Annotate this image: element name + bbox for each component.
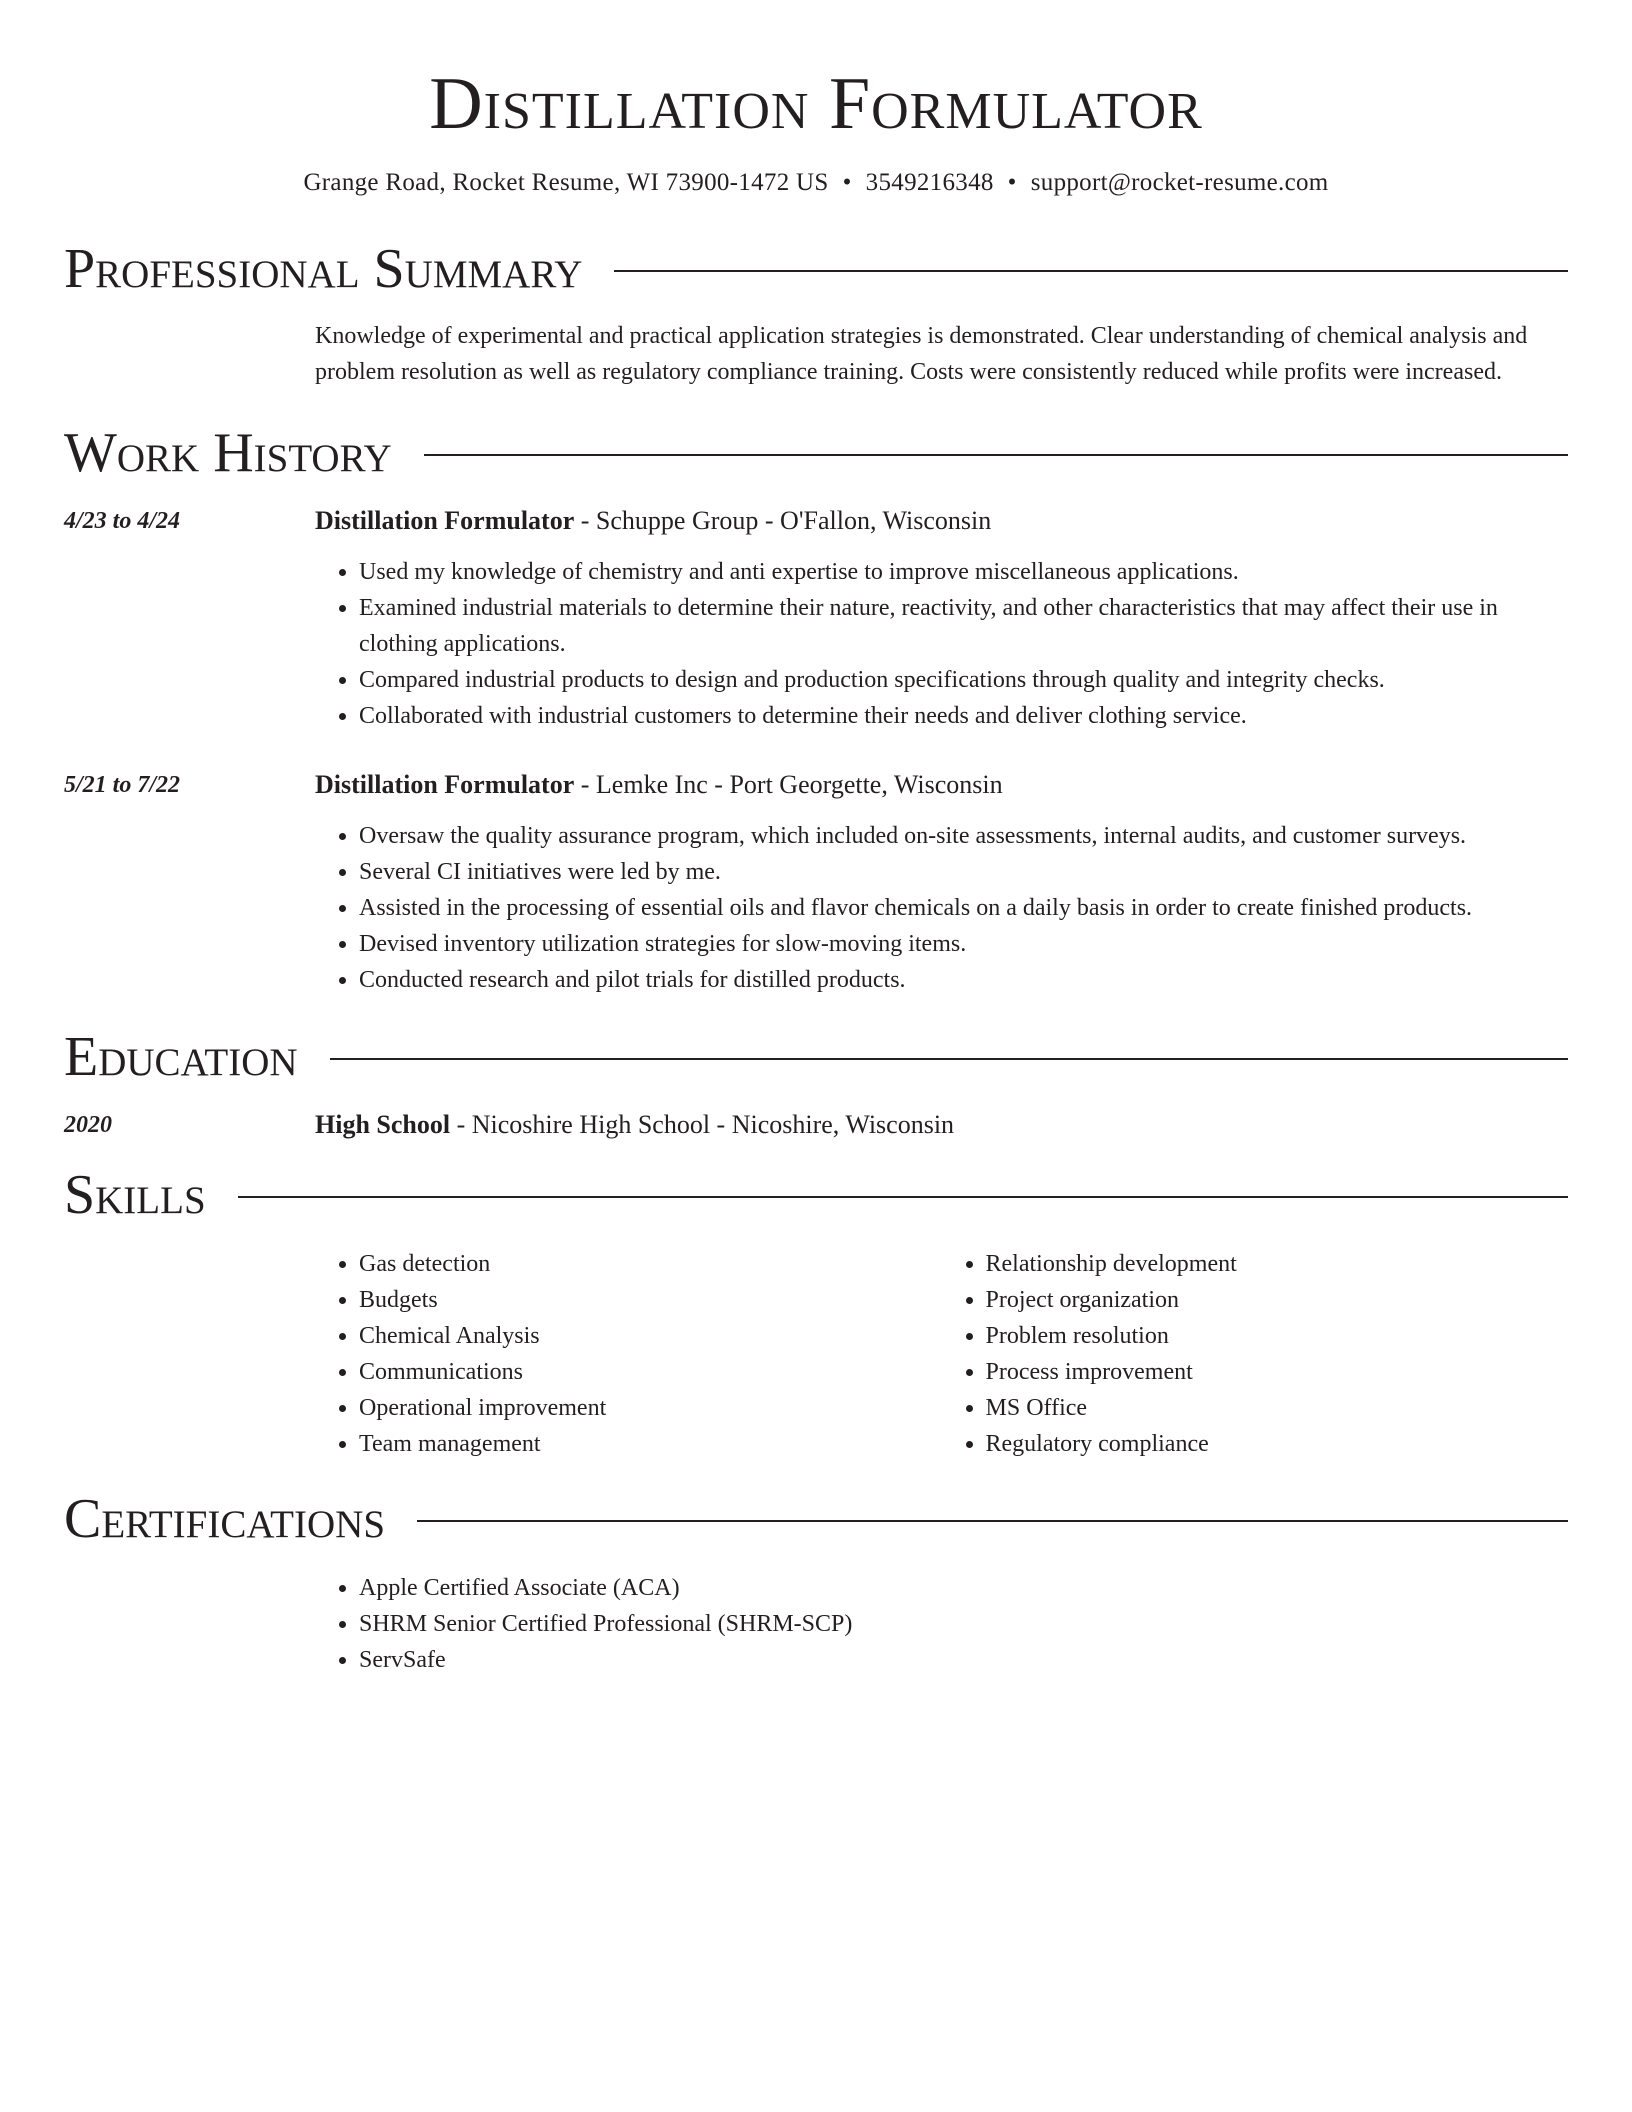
- skills-section-header: [64, 1162, 1568, 1228]
- education-year: 2020: [64, 1112, 112, 1138]
- job-bullet: • Devised inventory utilization strategies for slow-moving items.: [359, 926, 1568, 962]
- job-bullet: • Used my knowledge of chemistry and anti expertise to improve miscellaneous applications.: [359, 554, 1568, 590]
- section-divider: [238, 1196, 1568, 1198]
- certifications-list-wrapper: [315, 1570, 1568, 1678]
- contact-separator: •: [1007, 169, 1017, 196]
- section-divider: [614, 270, 1568, 272]
- summary-heading: Professional Summary: [64, 238, 583, 300]
- skill-item: • Budgets: [359, 1282, 942, 1318]
- section-divider: [424, 454, 1568, 456]
- job-title: Distillation Formulator: [315, 506, 575, 535]
- job-bullets: [315, 818, 1568, 998]
- resume-page: [64, 0, 1568, 1678]
- skills-heading: Skills: [64, 1164, 206, 1226]
- certifications-heading: Certifications: [64, 1488, 386, 1550]
- certifications-list: [315, 1570, 1568, 1678]
- contact-line: [64, 166, 1568, 200]
- contact-email[interactable]: support@rocket-resume.com: [1030, 169, 1329, 196]
- job-employer-location: - Lemke Inc - Port Georgette, Wisconsin: [574, 770, 1003, 799]
- job-heading: [315, 504, 1568, 538]
- job-content: [315, 768, 1568, 998]
- skill-item: • Operational improvement: [359, 1390, 942, 1426]
- job-entry: [64, 504, 1568, 734]
- education-school-location: - Nicoshire High School - Nicoshire, Wisconsin: [450, 1110, 955, 1139]
- skill-item: • Team management: [359, 1426, 942, 1462]
- job-bullet: • Compared industrial products to design and production specifications through quality and integrity checks.: [359, 662, 1568, 698]
- job-bullet: • Conducted research and pilot trials for distilled products.: [359, 962, 1568, 998]
- job-title: Distillation Formulator: [315, 770, 575, 799]
- education-heading-line: [315, 1108, 1568, 1142]
- candidate-name: Distillation Formulator: [429, 63, 1203, 145]
- skill-item: • Project organization: [986, 1282, 1569, 1318]
- job-bullet: • Assisted in the processing of essential oils and flavor chemicals on a daily basis in order to create finished products.: [359, 890, 1568, 926]
- job-bullet: • Oversaw the quality assurance program, which included on-site assessments, internal audits, and customer surveys.: [359, 818, 1568, 854]
- certification-item: • Apple Certified Associate (ACA): [359, 1570, 1568, 1606]
- contact-address: Grange Road, Rocket Resume, WI 73900-1472 US: [303, 169, 829, 196]
- contact-separator: •: [842, 169, 852, 196]
- education-content: [315, 1108, 1568, 1142]
- education-section-header: [64, 1024, 1568, 1090]
- skill-item: • MS Office: [986, 1390, 1569, 1426]
- skills-list-right: [942, 1246, 1569, 1462]
- certification-item: • ServSafe: [359, 1642, 1568, 1678]
- section-divider: [417, 1520, 1568, 1522]
- job-heading: [315, 768, 1568, 802]
- summary-section-header: [64, 236, 1568, 302]
- job-bullet: • Examined industrial materials to determine their nature, reactivity, and other characteristics that may affect their use in clothing applications.: [359, 590, 1568, 662]
- work-history-section-header: [64, 420, 1568, 486]
- skill-item: • Relationship development: [986, 1246, 1569, 1282]
- summary-text: Knowledge of experimental and practical application strategies is demonstrated. Clear understanding of chemical analysis and problem resolution as well as regulatory compliance training. Costs were consistently reduced while profits were increased.: [315, 323, 1528, 385]
- job-bullets: [315, 554, 1568, 734]
- contact-phone: 3549216348: [865, 169, 994, 196]
- skill-item: • Communications: [359, 1354, 942, 1390]
- education-entry: [64, 1108, 1568, 1142]
- job-employer-location: - Schuppe Group - O'Fallon, Wisconsin: [574, 506, 992, 535]
- job-dates: 4/23 to 4/24: [64, 508, 181, 534]
- education-heading: Education: [64, 1026, 298, 1088]
- education-degree: High School: [315, 1110, 451, 1139]
- skill-item: • Chemical Analysis: [359, 1318, 942, 1354]
- certification-item: • SHRM Senior Certified Professional (SHRM-SCP): [359, 1606, 1568, 1642]
- section-divider: [330, 1058, 1568, 1060]
- skill-item: • Regulatory compliance: [986, 1426, 1569, 1462]
- job-dates: 5/21 to 7/22: [64, 772, 181, 798]
- work-history-heading: Work History: [64, 422, 392, 484]
- job-bullet: • Several CI initiatives were led by me.: [359, 854, 1568, 890]
- skills-columns: [315, 1246, 1568, 1462]
- skill-item: • Problem resolution: [986, 1318, 1569, 1354]
- skill-item: • Process improvement: [986, 1354, 1569, 1390]
- job-entry: [64, 768, 1568, 998]
- skills-list-left: [315, 1246, 942, 1462]
- job-content: [315, 504, 1568, 734]
- job-bullet: • Collaborated with industrial customers to determine their needs and deliver clothing service.: [359, 698, 1568, 734]
- certifications-section-header: [64, 1486, 1568, 1552]
- skill-item: • Gas detection: [359, 1246, 942, 1282]
